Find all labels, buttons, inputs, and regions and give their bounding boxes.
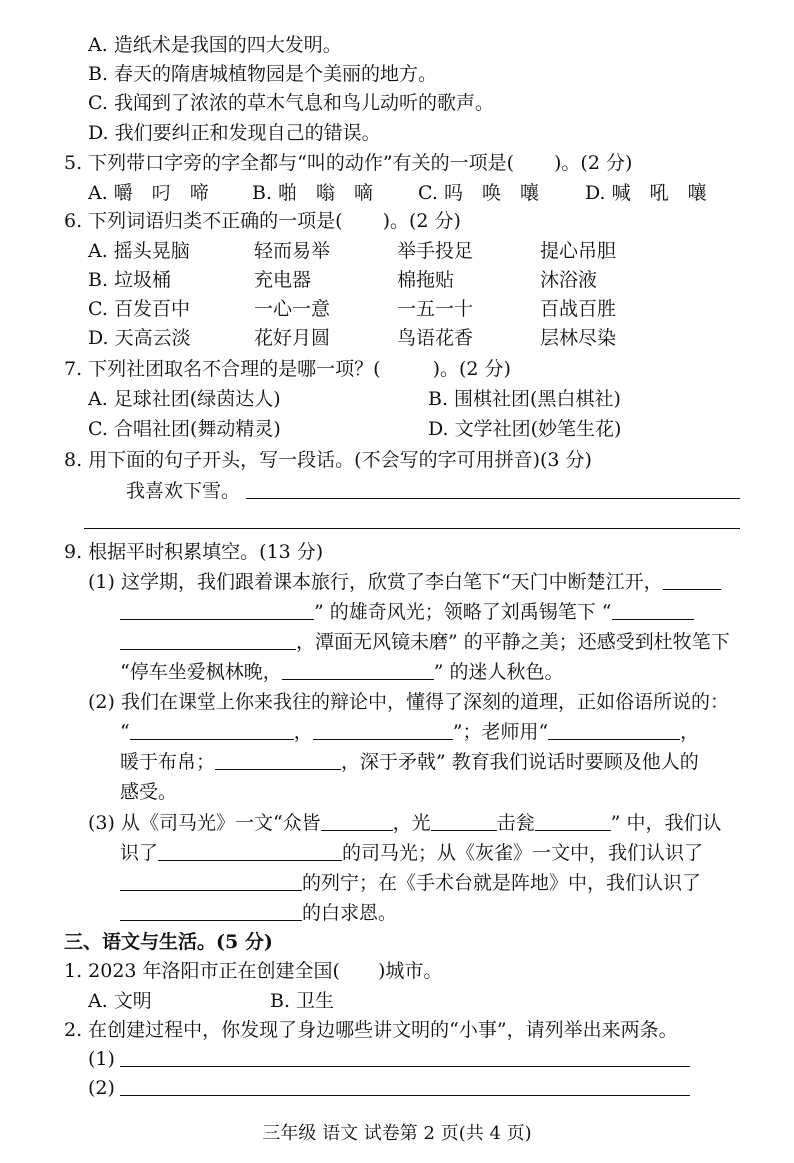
q9-blank-3f[interactable]: [120, 901, 302, 921]
q5-option-a: A. 嚼 叼 啼: [88, 182, 209, 204]
sec3-q2-line-1-label: (1): [88, 1048, 115, 1070]
q9-blank-3b[interactable]: [431, 811, 497, 831]
q5-option-c: C. 吗 唤 嚷: [418, 182, 539, 204]
q4-option-b: B. 春天的隋唐城植物园是个美丽的地方。: [88, 63, 438, 85]
q6-row-b-1: B. 垃圾桶: [88, 269, 172, 291]
page-footer: 三年级 语文 试卷第 2 页(共 4 页): [262, 1123, 532, 1144]
q9-blank-1a[interactable]: [663, 570, 721, 590]
q9-blank-2d[interactable]: [215, 750, 341, 770]
q5-option-d: D. 喊 吼 嚷: [585, 182, 707, 204]
sec3-q2-line-2-label: (2): [88, 1077, 115, 1099]
q9-stem: 9. 根据平时积累填空。(13 分): [64, 541, 324, 563]
q4-option-a: A. 造纸术是我国的四大发明。: [88, 34, 342, 56]
q7-stem: 7. 下列社团取名不合理的是哪一项？( )。(2 分): [64, 358, 511, 380]
q9-part2-line3: 暖于布帛； ，深于矛戟” 教育我们说话时要顾及他人的: [120, 751, 699, 773]
q9-blank-3a[interactable]: [321, 811, 393, 831]
q6-row-c-1: C. 百发百中: [88, 298, 190, 320]
q6-row-b-2: 充电器: [254, 269, 312, 291]
sec3-q1-stem: 1. 2023 年洛阳市正在创建全国( )城市。: [64, 960, 443, 982]
q6-row-d-1: D. 天高云淡: [88, 327, 191, 349]
q5-option-b: B. 啪 嗡 嘀: [252, 182, 374, 204]
q9-blank-1d[interactable]: [120, 630, 296, 650]
q9-blank-3d[interactable]: [158, 841, 342, 861]
q9-blank-2b[interactable]: [313, 720, 453, 740]
q8-stem: 8. 用下面的句子开头，写一段话。(不会写的字可用拼音)(3 分): [64, 449, 592, 471]
q8-writing-line-2[interactable]: [84, 528, 740, 529]
q9-blank-3e[interactable]: [120, 871, 302, 891]
q9-part1-line3: ，潭面无风镜未磨” 的平静之美；还感受到杜牧笔下: [120, 629, 730, 655]
q6-stem: 6. 下列词语归类不正确的一项是( )。(2 分): [64, 210, 461, 232]
sec3-q2-stem: 2. 在创建过程中，你发现了身边哪些讲文明的“小事”，请列举出来两条。: [64, 1019, 678, 1041]
q7-option-d: D. 文学社团(妙笔生花): [428, 418, 622, 440]
q9-part1-line2: ” 的雄奇风光；领略了刘禹锡笔下 “: [120, 599, 694, 625]
q6-row-c-3: 一五一十: [397, 298, 474, 320]
q7-option-a: A. 足球社团(绿茵达人): [88, 388, 281, 410]
q9-part3-line2: 识了 的司马光；从《灰雀》一文中，我们认识了: [120, 842, 704, 864]
q6-row-c-4: 百战百胜: [540, 298, 617, 320]
sec3-q1-option-a: A. 文明: [88, 990, 152, 1012]
sec3-q2-answer-line-1[interactable]: [120, 1066, 690, 1067]
q9-part3-line1: (3) 从《司马光》一文“众皆 ，光 击瓮 ” 中，我们认: [88, 812, 722, 834]
q9-part2-line2: “ ， ”；老师用“ ，: [120, 721, 700, 743]
q9-part1-line1: (1) 这学期，我们跟着课本旅行，欣赏了李白笔下“天门中断楚江开，: [88, 569, 721, 595]
q9-part2-line4: 感受。: [120, 781, 178, 803]
q6-row-c-2: 一心一意: [254, 298, 331, 320]
sec3-q1-option-b: B. 卫生: [270, 990, 335, 1012]
sec3-q2-answer-line-2[interactable]: [120, 1095, 690, 1096]
q6-row-a-1: A. 摇头晃脑: [88, 240, 190, 262]
q8-writing-line-1[interactable]: [246, 498, 740, 499]
q6-row-a-2: 轻而易举: [254, 240, 331, 262]
q6-row-a-3: 举手投足: [397, 240, 474, 262]
q4-option-d: D. 我们要纠正和发现自己的错误。: [88, 122, 381, 144]
q5-stem: 5. 下列带口字旁的字全都与“叫的动作”有关的一项是( )。(2 分): [64, 152, 633, 174]
q9-blank-1b[interactable]: [120, 600, 314, 620]
q9-blank-1c[interactable]: [612, 600, 694, 620]
q6-row-d-4: 层林尽染: [540, 327, 617, 349]
q9-blank-2c[interactable]: [548, 720, 680, 740]
q9-blank-3c[interactable]: [535, 811, 611, 831]
q7-option-c: C. 合唱社团(舞动精灵): [88, 418, 281, 440]
q6-row-d-3: 鸟语花香: [397, 327, 474, 349]
q6-row-b-4: 沐浴液: [540, 269, 598, 291]
q9-part3-line3: 的列宁；在《手术台就是阵地》中，我们认识了: [120, 870, 701, 896]
q6-row-b-3: 棉拖贴: [397, 269, 455, 291]
q9-part3-line4: 的白求恩。: [120, 900, 397, 926]
q7-option-b: B. 围棋社团(黑白棋社): [428, 388, 621, 410]
q4-option-c: C. 我闻到了浓浓的草木气息和鸟儿动听的歌声。: [88, 92, 494, 114]
q9-blank-2a[interactable]: [130, 720, 294, 740]
section-3-title: 三、语文与生活。(5 分): [64, 931, 273, 953]
q9-part1-line4: “停车坐爱枫林晚， ” 的迷人秋色。: [120, 661, 564, 683]
q9-blank-1e[interactable]: [282, 660, 434, 680]
q6-row-d-2: 花好月圆: [254, 327, 331, 349]
q6-row-a-4: 提心吊胆: [540, 240, 617, 262]
q9-part2-line1: (2) 我们在课堂上你来我往的辩论中，懂得了深刻的道理，正如俗语所说的：: [88, 691, 729, 713]
q8-sentence-start: 我喜欢下雪。: [126, 480, 241, 502]
